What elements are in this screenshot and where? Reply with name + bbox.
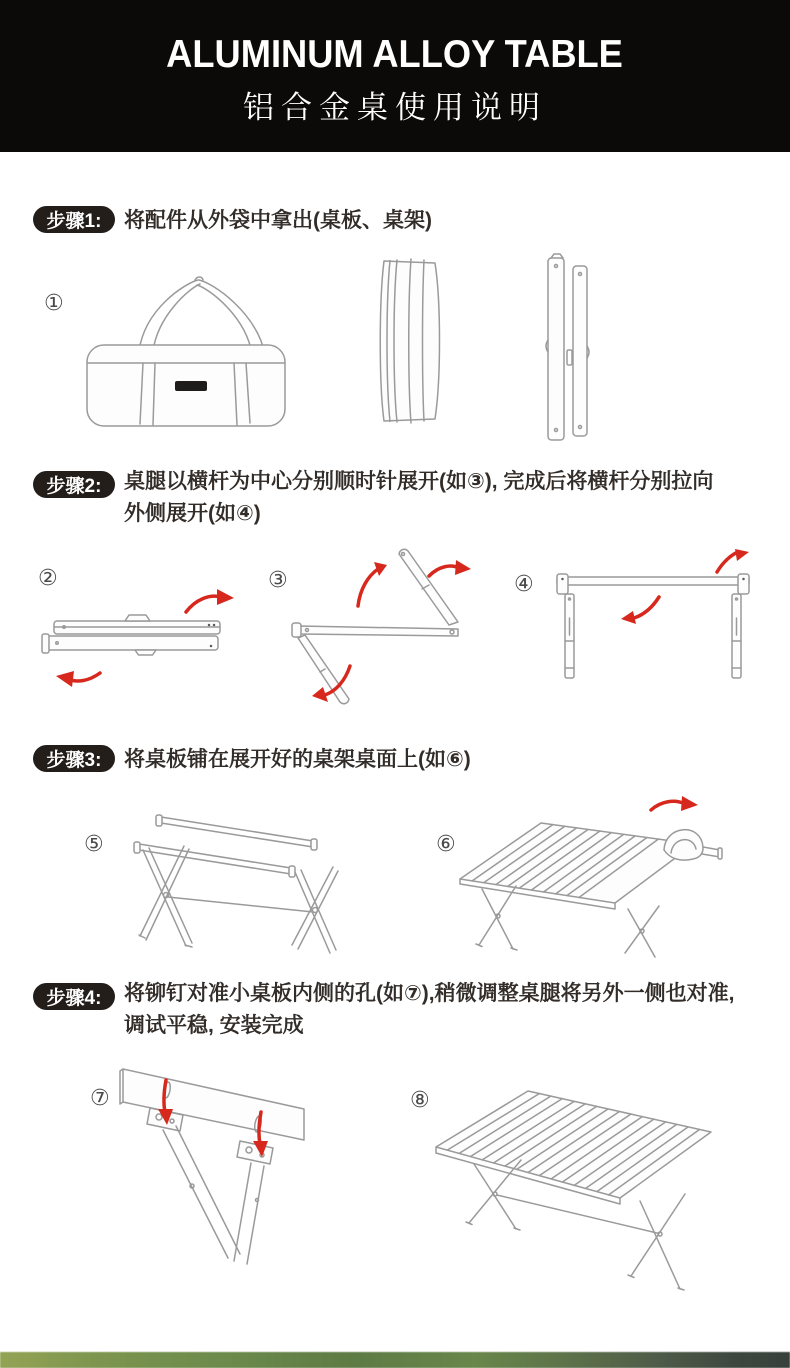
rolled-tabletop-illustration bbox=[366, 255, 452, 427]
figure-number-8: ⑧ bbox=[410, 1088, 430, 1113]
frame-crossbars-open-illustration bbox=[542, 548, 764, 694]
folded-frame-flat-illustration bbox=[36, 576, 248, 690]
step1-instruction bbox=[124, 205, 774, 237]
red-arrow-icon bbox=[186, 589, 234, 612]
page-title-chinese: 铝合金桌使用说明 bbox=[243, 90, 547, 125]
instruction-line: 将桌板铺在展开好的桌架桌面上(如⑥) bbox=[124, 748, 471, 771]
page-title-english: ALUMINUM ALLOY TABLE bbox=[166, 33, 624, 76]
figure-number-4: ④ bbox=[514, 572, 534, 597]
header-banner bbox=[0, 0, 790, 152]
red-arrow-icon bbox=[429, 560, 471, 576]
grass-photo-strip bbox=[0, 1352, 790, 1368]
tabletop-rolling-on-illustration bbox=[450, 783, 724, 961]
step4-label-badge: 步骤4: bbox=[33, 983, 115, 1010]
figure-number-5: ⑤ bbox=[84, 832, 104, 857]
figure-number-6: ⑥ bbox=[436, 832, 456, 857]
red-arrow-icon bbox=[651, 796, 698, 811]
frame-opened-stand-illustration bbox=[112, 786, 340, 958]
instruction-line: 将配件从外袋中拿出(桌板、桌架) bbox=[124, 209, 432, 232]
brand-label bbox=[175, 381, 207, 391]
step2-instruction bbox=[124, 466, 774, 530]
step2-label-badge: 步骤2: bbox=[33, 471, 115, 498]
red-arrow-icon bbox=[358, 562, 387, 606]
figure-number-3: ③ bbox=[268, 568, 288, 593]
rivet-hole-closeup-illustration bbox=[92, 1060, 318, 1278]
carry-bag-illustration bbox=[80, 270, 292, 440]
step3-label-badge: 步骤3: bbox=[33, 745, 115, 772]
red-arrow-icon bbox=[621, 597, 659, 624]
assembled-table-illustration bbox=[426, 1066, 724, 1304]
red-arrow-icon bbox=[717, 549, 749, 572]
red-arrow-icon bbox=[56, 671, 100, 687]
step4-instruction bbox=[124, 978, 774, 1042]
folded-frame-illustration bbox=[538, 252, 608, 450]
instruction-line: 桌腿以横杆为中心分别顺时针展开(如③), 完成后将横杆分别拉向 bbox=[124, 470, 714, 493]
frame-legs-unfolding-illustration bbox=[280, 545, 478, 715]
figure-number-7: ⑦ bbox=[90, 1086, 110, 1111]
instruction-line: 将铆钉对准小桌板内侧的孔(如⑦),稍微调整桌腿将另外一侧也对准, bbox=[124, 982, 735, 1005]
figure-number-2: ② bbox=[38, 566, 58, 591]
instruction-line: 调试平稳, 安装完成 bbox=[124, 1014, 304, 1037]
figure-number-1: ① bbox=[44, 291, 64, 316]
step3-instruction bbox=[124, 744, 774, 776]
step1-label-badge: 步骤1: bbox=[33, 206, 115, 233]
instruction-line: 外侧展开(如④) bbox=[124, 502, 261, 525]
